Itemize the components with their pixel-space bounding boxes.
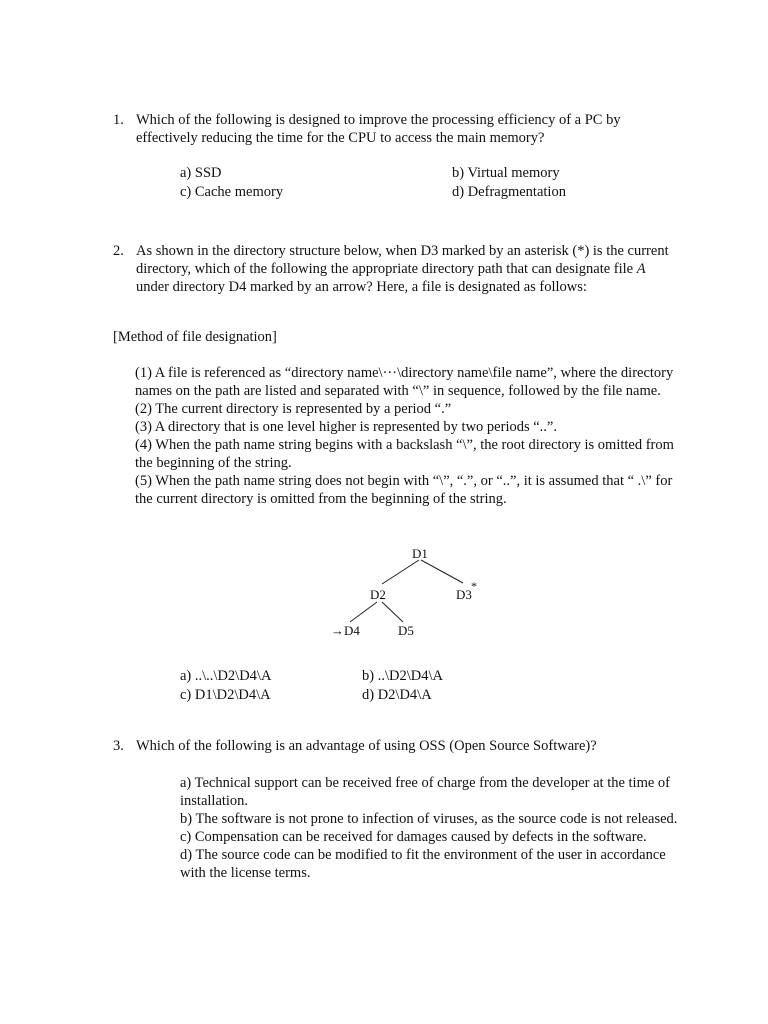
node-d4: D4 <box>344 623 360 638</box>
q1-option-d[interactable]: d) Defragmentation <box>452 184 566 200</box>
q3-option-d[interactable]: d) The source code can be modified to fit the environment of the user in accordance with the license terms. <box>180 847 666 881</box>
node-d5: D5 <box>398 623 414 638</box>
file-name-a: A <box>636 261 646 277</box>
arrow-right-icon: → <box>331 623 344 638</box>
question-2-text-part1: As shown in the directory structure below, when D3 marked by an asterisk (*) is the current directory, which of the following the appropriate directory path that can designate file <box>136 243 669 277</box>
directory-tree <box>320 540 500 645</box>
rule-2: (2) The current directory is represented by a period “.” <box>135 401 452 417</box>
method-rules <box>135 364 680 508</box>
node-d3: D3 <box>456 587 472 602</box>
question-3-number: 3. <box>113 738 124 754</box>
question-3-options <box>180 774 680 882</box>
question-1-text: Which of the following is designed to improve the processing efficiency of a PC by effectively reducing the time for the CPU to access the main memory? <box>136 112 621 146</box>
q3-option-a[interactable]: a) Technical support can be received free of charge from the developer at the time of installation. <box>180 775 671 809</box>
edge-d2-d5 <box>382 602 403 622</box>
q1-option-c[interactable]: c) Cache memory <box>180 184 284 200</box>
question-2 <box>113 242 673 296</box>
q1-option-b[interactable]: b) Virtual memory <box>452 165 560 181</box>
rule-1: (1) A file is referenced as “directory name\···\directory name\file name”, where the directory names on the path are listed and separated with “\” in sequence, followed by the file name. <box>135 365 674 399</box>
edge-d1-d2 <box>382 560 419 584</box>
q3-option-b[interactable]: b) The software is not prone to infection of viruses, as the source code is not released. <box>180 811 678 827</box>
rule-4: (4) When the path name string begins with a backslash “\”, the root directory is omitted from the beginning of the string. <box>135 437 674 471</box>
question-2-number: 2. <box>113 243 124 259</box>
node-d2: D2 <box>370 587 386 602</box>
q2-option-d[interactable]: d) D2\D4\A <box>362 687 432 703</box>
q2-option-b[interactable]: b) ..\D2\D4\A <box>362 668 443 684</box>
q2-option-a[interactable]: a) ..\..\D2\D4\A <box>180 668 272 684</box>
question-1-number: 1. <box>113 112 124 128</box>
q3-option-c[interactable]: c) Compensation can be received for damages caused by defects in the software. <box>180 829 647 845</box>
q1-option-a[interactable]: a) SSD <box>180 165 222 181</box>
rule-3: (3) A directory that is one level higher is represented by two periods “..”. <box>135 419 557 435</box>
asterisk-icon: * <box>471 579 477 593</box>
question-2-text-part2: under directory D4 marked by an arrow? Here, a file is designated as follows: <box>136 279 587 295</box>
q2-option-c[interactable]: c) D1\D2\D4\A <box>180 687 271 703</box>
question-1 <box>113 111 673 147</box>
question-3 <box>113 737 673 755</box>
question-3-text: Which of the following is an advantage of using OSS (Open Source Software)? <box>136 738 597 754</box>
edge-d2-d4 <box>350 602 377 622</box>
question-2-text <box>136 242 673 296</box>
method-heading: [Method of file designation] <box>113 329 277 345</box>
edge-d1-d3 <box>421 560 463 583</box>
rule-5: (5) When the path name string does not begin with “\”, “.”, or “..”, it is assumed that “ .\” for the current directory is omitted from the beginning of the string. <box>135 473 673 507</box>
node-d1: D1 <box>412 546 428 561</box>
